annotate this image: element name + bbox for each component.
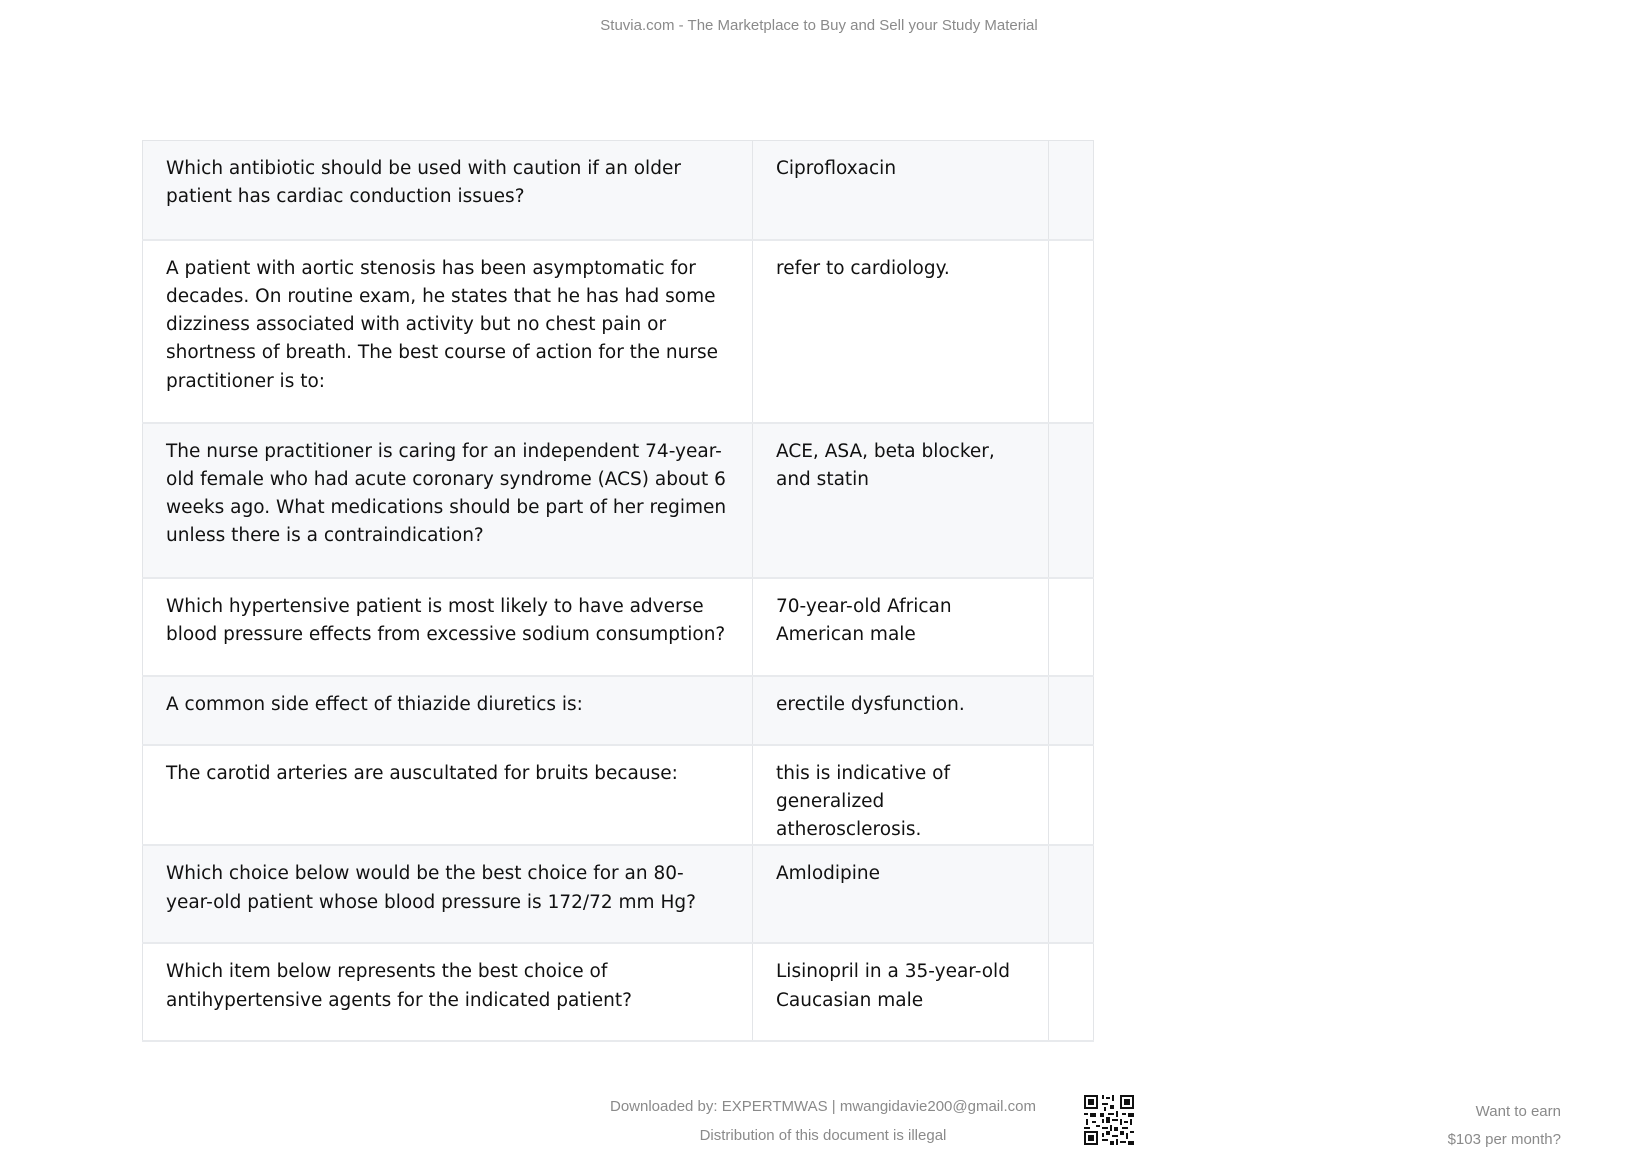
answer-cell: Ciprofloxacin bbox=[753, 141, 1049, 240]
question-cell: The carotid arteries are auscultated for bruits because: bbox=[143, 745, 753, 846]
flashcard-table bbox=[142, 140, 1094, 1042]
answer-cell: this is indicative of generalized atherosclerosis. bbox=[753, 745, 1049, 846]
answer-cell: 70-year-old African American male bbox=[753, 578, 1049, 676]
blank-cell bbox=[1049, 141, 1094, 240]
blank-cell bbox=[1049, 943, 1094, 1041]
answer-cell: Amlodipine bbox=[753, 845, 1049, 943]
table-row bbox=[143, 845, 1094, 943]
question-cell: A common side effect of thiazide diuretics is: bbox=[143, 676, 753, 745]
table-row bbox=[143, 240, 1094, 423]
question-cell: Which antibiotic should be used with caution if an older patient has cardiac conduction issues? bbox=[143, 141, 753, 240]
blank-cell bbox=[1049, 240, 1094, 423]
table-row bbox=[143, 423, 1094, 578]
table-row bbox=[143, 676, 1094, 745]
table-row bbox=[143, 943, 1094, 1041]
blank-cell bbox=[1049, 845, 1094, 943]
earn-promo[interactable] bbox=[1448, 1098, 1561, 1154]
answer-cell: ACE, ASA, beta blocker, and statin bbox=[753, 423, 1049, 578]
blank-cell bbox=[1049, 423, 1094, 578]
distribution-notice: Distribution of this document is illegal bbox=[699, 1127, 947, 1144]
earn-line-1: Want to earn bbox=[1475, 1103, 1561, 1120]
blank-cell bbox=[1049, 745, 1094, 846]
page-header: Stuvia.com - The Marketplace to Buy and Sell your Study Material bbox=[600, 17, 1038, 34]
earn-line-2: $103 per month? bbox=[1447, 1131, 1561, 1148]
qr-code-icon[interactable] bbox=[1084, 1095, 1134, 1145]
question-cell: A patient with aortic stenosis has been asymptomatic for decades. On routine exam, he states that he has had some dizziness associated with activity but no chest pain or shortness of breath. The best course of action for the nurse practitioner is to: bbox=[143, 240, 753, 423]
answer-cell: erectile dysfunction. bbox=[753, 676, 1049, 745]
question-cell: The nurse practitioner is caring for an independent 74-year-old female who had acute coronary syndrome (ACS) about 6 weeks ago. What medications should be part of her regimen unless there is a contraindication? bbox=[143, 423, 753, 578]
answer-cell: Lisinopril in a 35-year-old Caucasian male bbox=[753, 943, 1049, 1041]
question-cell: Which item below represents the best choice of antihypertensive agents for the indicated patient? bbox=[143, 943, 753, 1041]
table-row bbox=[143, 141, 1094, 240]
table-row bbox=[143, 578, 1094, 676]
downloaded-by-text: Downloaded by: EXPERTMWAS | mwangidavie200@gmail.com bbox=[610, 1098, 1036, 1115]
answer-cell: refer to cardiology. bbox=[753, 240, 1049, 423]
blank-cell bbox=[1049, 676, 1094, 745]
table-row bbox=[143, 745, 1094, 846]
blank-cell bbox=[1049, 578, 1094, 676]
question-cell: Which choice below would be the best choice for an 80-year-old patient whose blood pressure is 172/72 mm Hg? bbox=[143, 845, 753, 943]
question-cell: Which hypertensive patient is most likely to have adverse blood pressure effects from excessive sodium consumption? bbox=[143, 578, 753, 676]
